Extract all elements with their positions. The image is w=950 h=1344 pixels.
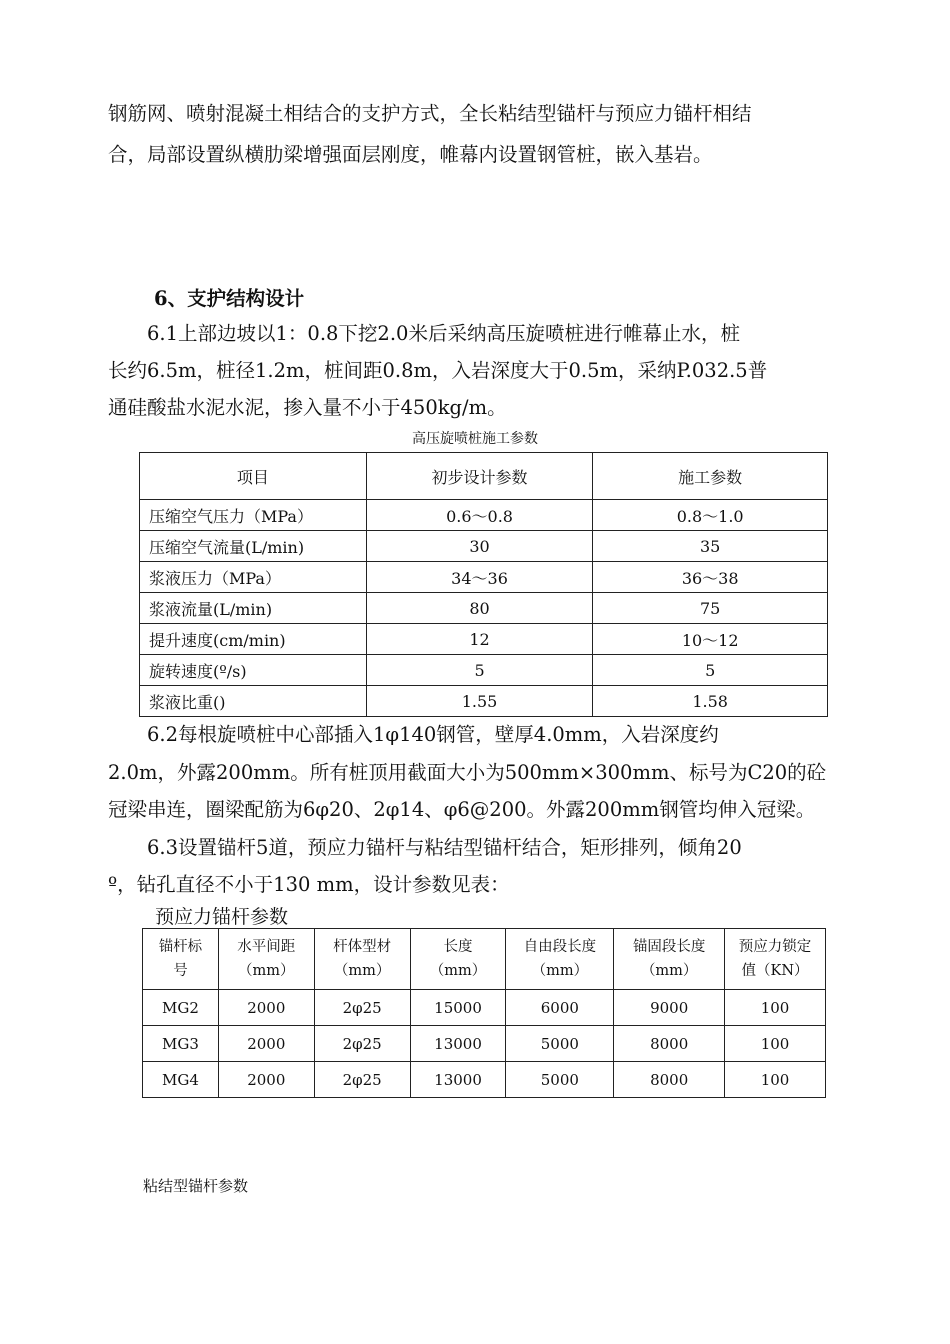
paragraph-6-1-line-2: 长约6.5m，桩径1.2m，桩间距0.8m，入岩深度大于0.5m，采纳P.032.5普 — [108, 359, 768, 382]
table-cell: 浆液压力（MPa） — [140, 562, 367, 593]
table-cell: 35 — [593, 531, 828, 562]
table-row — [140, 500, 828, 531]
table-cell: 2φ25 — [314, 990, 410, 1026]
table-cell: 2000 — [218, 1026, 314, 1062]
table-cell: 压缩空气压力（MPa） — [140, 500, 367, 531]
table-cell: 36～38 — [593, 562, 828, 593]
paragraph-6-2-line-3: 冠梁串连，圈梁配筋为6φ20、2φ14、φ6@200。外露200mm钢管均伸入冠梁。 — [108, 798, 816, 821]
table-cell: 5 — [593, 655, 828, 686]
table-cell: 10～12 — [593, 624, 828, 655]
table-cell: MG2 — [143, 990, 219, 1026]
jet-grouting-parameters-table — [139, 452, 828, 717]
table-cell: MG4 — [143, 1062, 219, 1098]
table-cell: 1.58 — [593, 686, 828, 717]
table-cell: 1.55 — [366, 686, 593, 717]
table-cell: 34～36 — [366, 562, 593, 593]
header-line: 水平间距 — [237, 939, 296, 955]
header-line: （mm） — [333, 963, 391, 979]
header-line: 预应力锁定 — [738, 939, 812, 955]
header-line: 锚固段长度 — [632, 939, 706, 955]
header-line: （mm） — [238, 963, 295, 979]
table-cell: 2000 — [218, 1062, 314, 1098]
table-cell: 15000 — [410, 990, 506, 1026]
paragraph-6-1-line-3: 通硅酸盐水泥水泥，掺入量不小于450kg/m。 — [108, 396, 507, 419]
table-cell: 提升速度(cm/min) — [140, 624, 367, 655]
table-cell: 2φ25 — [314, 1062, 410, 1098]
table-cell: 30 — [366, 531, 593, 562]
table-cell: 2000 — [218, 990, 314, 1026]
table-header-cell — [410, 929, 506, 990]
table-cell: 13000 — [410, 1026, 506, 1062]
table-header-row — [143, 929, 826, 990]
table-cell: 浆液比重() — [140, 686, 367, 717]
table2-caption: 预应力锚杆参数 — [155, 906, 289, 928]
intro-line-1: 钢筋网、喷射混凝土相结合的支护方式，全长粘结型锚杆与预应力锚杆相结 — [108, 102, 752, 125]
paragraph-6-2-line-2: 2.0m，外露200mm。所有桩顶用截面大小为500mm×300mm、标号为C20的砼 — [108, 761, 827, 784]
intro-line-2: 合，局部设置纵横肋梁增强面层刚度，帷幕内设置钢管桩，嵌入基岩。 — [108, 143, 713, 166]
table-cell: 2φ25 — [314, 1026, 410, 1062]
table-cell: 5000 — [506, 1062, 614, 1098]
paragraph-6-2-line-1: 6.2每根旋喷桩中心部插入1φ140钢管，壁厚4.0mm，入岩深度约 — [108, 723, 719, 746]
table-header-cell — [614, 929, 725, 990]
table-cell: 0.6～0.8 — [366, 500, 593, 531]
table-cell: MG3 — [143, 1026, 219, 1062]
header-line: 号 — [173, 963, 188, 979]
table-cell: 8000 — [614, 1026, 725, 1062]
table-cell: 5000 — [506, 1026, 614, 1062]
table-row — [140, 686, 828, 717]
header-line: （mm） — [429, 963, 487, 979]
table-header-cell — [506, 929, 614, 990]
table-header-cell: 施工参数 — [593, 453, 828, 500]
table-cell: 8000 — [614, 1062, 725, 1098]
table1-caption: 高压旋喷桩施工参数 — [412, 431, 538, 447]
header-line: （mm） — [531, 963, 589, 979]
table-header-cell — [218, 929, 314, 990]
table-cell: 75 — [593, 593, 828, 624]
table-cell: 旋转速度(º/s) — [140, 655, 367, 686]
table-row — [143, 990, 826, 1026]
table-cell: 9000 — [614, 990, 725, 1026]
table-row — [140, 562, 828, 593]
table-header-cell — [725, 929, 826, 990]
header-line: 值（KN） — [741, 963, 809, 979]
table-row — [140, 624, 828, 655]
table-row — [140, 531, 828, 562]
table-cell: 100 — [725, 1062, 826, 1098]
table-cell: 80 — [366, 593, 593, 624]
paragraph-6-3-line-2: º，钻孔直径不小于130 mm，设计参数见表： — [108, 873, 510, 896]
table-header-cell — [314, 929, 410, 990]
section-heading: 6、支护结构设计 — [154, 287, 305, 310]
table-cell: 5 — [366, 655, 593, 686]
header-line: 杆体型材 — [333, 939, 392, 955]
table-cell: 0.8～1.0 — [593, 500, 828, 531]
table-header-cell — [143, 929, 219, 990]
table-header-row — [140, 453, 828, 500]
table-cell: 100 — [725, 1026, 826, 1062]
table-cell: 12 — [366, 624, 593, 655]
header-line: （mm） — [640, 963, 698, 979]
table-row — [143, 1062, 826, 1098]
paragraph-6-1-line-1: 6.1上部边坡以1：0.8下挖2.0米后采纳高压旋喷桩进行帷幕止水，桩 — [108, 322, 740, 345]
header-line: 锚杆标 — [158, 939, 203, 955]
header-line: 自由段长度 — [523, 939, 597, 955]
table3-caption: 粘结型锚杆参数 — [143, 1177, 249, 1195]
table-cell: 压缩空气流量(L/min) — [140, 531, 367, 562]
table-row — [140, 655, 828, 686]
paragraph-6-3-line-1: 6.3设置锚杆5道，预应力锚杆与粘结型锚杆结合，矩形排列，倾角20 — [108, 836, 742, 859]
table-row — [143, 1026, 826, 1062]
table-cell: 100 — [725, 990, 826, 1026]
table-row — [140, 593, 828, 624]
prestressed-anchor-table — [142, 928, 826, 1098]
table-header-cell: 项目 — [140, 453, 367, 500]
header-line: 长度 — [443, 939, 473, 955]
table-cell: 13000 — [410, 1062, 506, 1098]
table-cell: 浆液流量(L/min) — [140, 593, 367, 624]
table-header-cell: 初步设计参数 — [366, 453, 593, 500]
table-cell: 6000 — [506, 990, 614, 1026]
